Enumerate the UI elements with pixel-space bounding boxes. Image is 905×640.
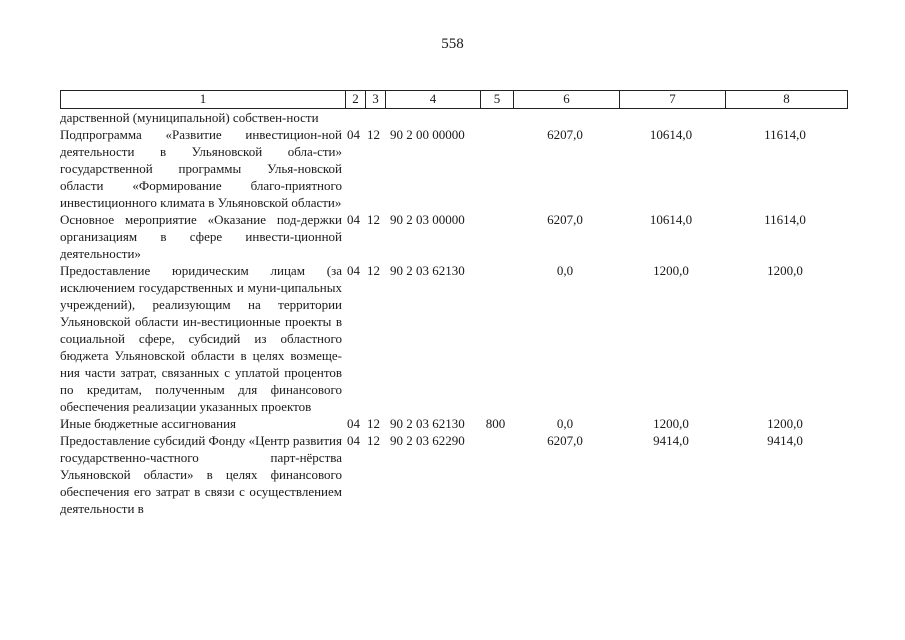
row-target-code: 90 2 00 00000 [390,127,465,142]
row-expense-type: 800 [485,416,506,431]
row-section: 04 [347,212,360,227]
row-amount-2: 9414,0 [653,433,689,448]
row-amount-2: 1200,0 [653,416,689,431]
table-body [60,109,846,517]
table-row [60,126,846,211]
row-description: дарственной (муниципальной) собствен-ности [60,110,319,125]
page-number: 558 [441,36,464,52]
row-amount-1: 6207,0 [547,212,583,227]
row-amount-1: 0,0 [556,263,574,278]
row-amount-2 [618,109,724,126]
table-header [60,90,848,109]
row-amount-1: 6207,0 [547,127,583,142]
row-section: 04 [347,416,360,431]
row-subsection [364,109,384,126]
table-row [60,415,846,432]
row-subsection: 12 [367,416,380,431]
row-amount-3: 11614,0 [764,212,806,227]
row-section [344,109,364,126]
header-col-6: 6 [513,91,619,108]
row-target-code: 90 2 03 62130 [390,416,465,431]
row-description: Предоставление субсидий Фонду «Центр развития государственно-частного парт-нёрства Ульяновской области» в целях финансового обеспечения его затрат в связи с осуществлением деятельности в [60,433,342,516]
table-row [60,211,846,262]
row-section: 04 [347,263,360,278]
table-row [60,262,846,415]
row-amount-2: 10614,0 [649,127,693,142]
row-expense-type [479,109,512,126]
row-amount-3: 1200,0 [767,416,803,431]
row-description: Иные бюджетные ассигнования [60,416,237,431]
row-target-code: 90 2 03 62290 [390,433,465,448]
row-expense-type [479,262,512,415]
row-expense-type [479,211,512,262]
row-amount-3: 11614,0 [764,127,806,142]
row-target-code [384,109,479,126]
row-description: Основное мероприятие «Оказание под-держки организациям в сфере инвести-ционной деятельности» [60,212,342,261]
row-subsection: 12 [367,127,380,142]
row-target-code: 90 2 03 62130 [390,263,465,278]
row-section: 04 [347,433,360,448]
header-col-3: 3 [365,91,385,108]
row-expense-type [479,432,512,517]
row-amount-3: 1200,0 [767,263,803,278]
row-target-code: 90 2 03 00000 [390,212,465,227]
row-amount-2: 10614,0 [649,212,693,227]
row-description: Предоставление юридическим лицам (за исключением государственных и муни-ципальных учреждений), реализующим на территории Ульяновской области ин-вестиционные проекты в социальной сфере, субсидий из областного бюджета Ульяновской области в целях возмеще-ния части затрат, связанных с уплатой процентов по кредитам, полученным для финансового обеспечения реализации указанных проектов [60,263,342,414]
row-description: Подпрограмма «Развитие инвестицион-ной деятельности в Ульяновской обла-сти» государственной программы Улья-новской области «Формирование благо-приятного инвестиционного климата в Ульяновской области» [60,127,342,210]
row-amount-3: 9414,0 [767,433,803,448]
header-col-8: 8 [725,91,847,108]
table-row [60,109,846,126]
header-col-1: 1 [199,91,207,106]
header-col-4: 4 [385,91,480,108]
row-subsection: 12 [367,263,380,278]
row-amount-1 [512,109,618,126]
row-amount-1: 6207,0 [547,433,583,448]
row-subsection: 12 [367,433,380,448]
table-row [60,432,846,517]
row-section: 04 [347,127,360,142]
row-amount-2: 1200,0 [653,263,689,278]
row-subsection: 12 [367,212,380,227]
header-col-2: 2 [345,91,365,108]
row-amount-3 [724,109,846,126]
header-col-5: 5 [480,91,513,108]
row-expense-type [479,126,512,211]
header-col-7: 7 [619,91,725,108]
row-amount-1: 0,0 [556,416,574,431]
